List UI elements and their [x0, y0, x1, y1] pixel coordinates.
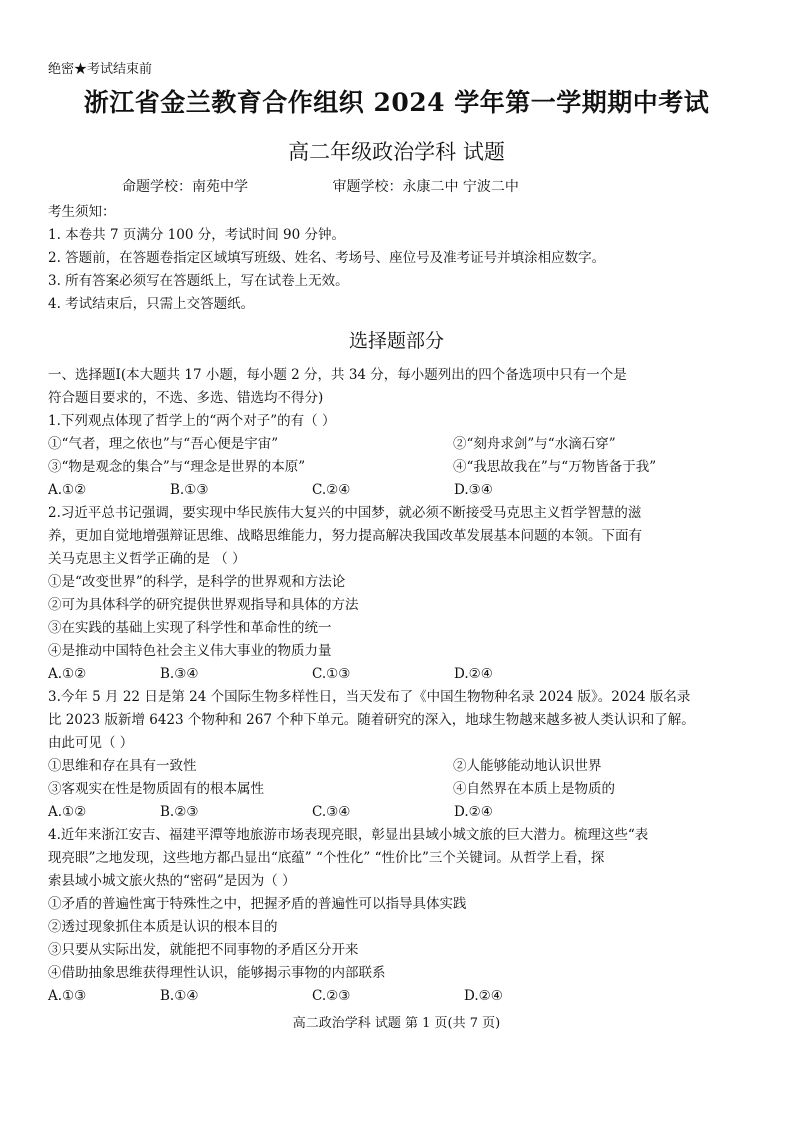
question-stem: 2.习近平总书记强调，要实现中华民族伟大复兴的中国梦，就必须不断接受马克思主义哲学智慧的滋	[48, 505, 642, 521]
statement: ④自然界在本质上是物质的	[453, 781, 615, 797]
option-d: D.③④	[454, 482, 493, 498]
candidate-notes	[48, 201, 605, 316]
statement: ②“刻舟求剑”与“水滴石穿”	[453, 436, 616, 452]
confidential-label: 绝密★考试结束前	[48, 62, 153, 77]
option-row	[48, 479, 760, 502]
exam-subtitle: 高二年级政治学科 试题	[288, 140, 505, 164]
statement: ④“我思故我在”与“万物皆备于我”	[453, 459, 657, 475]
statement-row	[48, 433, 760, 456]
statement: ①思维和存在具有一致性	[48, 758, 197, 774]
question-stem: 索县域小城文旅火热的“密码”是因为（ ）	[48, 873, 296, 889]
option-a: A.①②	[48, 804, 87, 820]
statement: ③“物是观念的集合”与“理念是世界的本原”	[48, 459, 306, 475]
option-d: D.②④	[464, 988, 503, 1004]
statement: ③客观实在性是物质固有的根本属性	[48, 781, 264, 797]
statement: ④是推动中国特色社会主义伟大事业的物质力量	[48, 643, 332, 659]
part-intro-line: 符合题目要求的，不选、多选、错选均不得分)	[48, 390, 324, 406]
question-1	[48, 410, 760, 502]
option-a: A.①②	[48, 666, 87, 682]
question-stem: 养，更加自觉地增强辩证思维、战略思维能力，努力提高解决我国改革发展基本问题的本领。下面有	[48, 528, 642, 544]
statement-row	[48, 456, 760, 479]
question-3	[48, 686, 760, 824]
statement: ①是“改变世界”的科学，是科学的世界观和方法论	[48, 574, 346, 590]
statement: ④借助抽象思维获得理性认识，能够揭示事物的内部联系	[48, 965, 386, 981]
option-c: C.③④	[312, 804, 351, 820]
option-d: D.②④	[454, 666, 493, 682]
option-b: B.②③	[160, 804, 199, 820]
statement: ①矛盾的普遍性寓于特殊性之中，把握矛盾的普遍性可以指导具体实践	[48, 896, 467, 912]
note-item: 1. 本卷共 7 页满分 100 分，考试时间 90 分钟。	[48, 227, 345, 243]
page-footer: 高二政治学科 试题 第 1 页(共 7 页)	[292, 1016, 501, 1031]
reviewing-school: 审题学校：永康二中 宁波二中	[332, 179, 519, 195]
note-item: 3. 所有答案必须写在答题纸上，写在试卷上无效。	[48, 273, 349, 289]
option-b: B.③④	[160, 666, 199, 682]
section-title: 选择题部分	[348, 330, 444, 352]
option-c: C.②③	[312, 988, 351, 1004]
statement-row	[48, 755, 760, 778]
question-stem: 3.今年 5 月 22 日是第 24 个国际生物多样性日，当天发布了《中国生物物种名录 2024 版》。2024 版名录	[48, 689, 691, 705]
question-body	[48, 364, 760, 1008]
notes-heading: 考生须知：	[48, 204, 116, 220]
question-stem: 由此可见（ ）	[48, 735, 134, 751]
option-d: D.②④	[454, 804, 493, 820]
option-c: C.②④	[312, 482, 351, 498]
statement: ②人能够能动地认识世界	[453, 758, 602, 774]
option-b: B.①④	[160, 988, 199, 1004]
option-c: C.①③	[312, 666, 351, 682]
option-a: A.①③	[48, 988, 87, 1004]
question-4	[48, 824, 760, 1008]
option-row	[48, 985, 760, 1008]
part-intro-line: 一、选择题Ⅰ(本大题共 17 小题，每小题 2 分，共 34 分，每小题列出的四个备选项中只有一个是	[48, 367, 627, 383]
question-stem: 比 2023 版新增 6423 个物种和 267 个种下单元。随着研究的深入，地球生物越来越多被人类认识和了解。	[48, 712, 695, 728]
option-row	[48, 801, 760, 824]
statement: ③只要从实际出发，就能把不同事物的矛盾区分开来	[48, 942, 359, 958]
proposing-school: 命题学校：南苑中学	[122, 179, 248, 195]
option-b: B.①③	[170, 482, 209, 498]
question-stem: 1.下列观点体现了哲学上的“两个对子”的有（ ）	[48, 413, 336, 429]
note-item: 2. 答题前，在答题卷指定区域填写班级、姓名、考场号、座位号及准考证号并填涂相应数字。	[48, 250, 606, 266]
school-info	[122, 176, 519, 196]
exam-title: 浙江省金兰教育合作组织 2024 学年第一学期期中考试	[83, 88, 710, 117]
question-stem: 关马克思主义哲学正确的是 （ ）	[48, 551, 246, 567]
statement: ①“气者，理之依也”与“吾心便是宇宙”	[48, 436, 279, 452]
option-row	[48, 663, 760, 686]
statement: ③在实践的基础上实现了科学性和革命性的统一	[48, 620, 332, 636]
statement: ②透过现象抓住本质是认识的根本目的	[48, 919, 278, 935]
question-stem: 现亮眼”之地发现，这些地方都凸显出“底蕴” “个性化” “性价比”三个关键词。从哲学上看，探	[48, 850, 605, 866]
question-stem: 4.近年来浙江安吉、福建平潭等地旅游市场表现亮眼，彰显出县域小城文旅的巨大潜力。梳理这些“表	[48, 827, 649, 843]
note-item: 4. 考试结束后，只需上交答题纸。	[48, 296, 255, 312]
option-a: A.①②	[48, 482, 87, 498]
statement-row	[48, 778, 760, 801]
question-2	[48, 502, 760, 686]
statement: ②可为具体科学的研究提供世界观指导和具体的方法	[48, 597, 359, 613]
